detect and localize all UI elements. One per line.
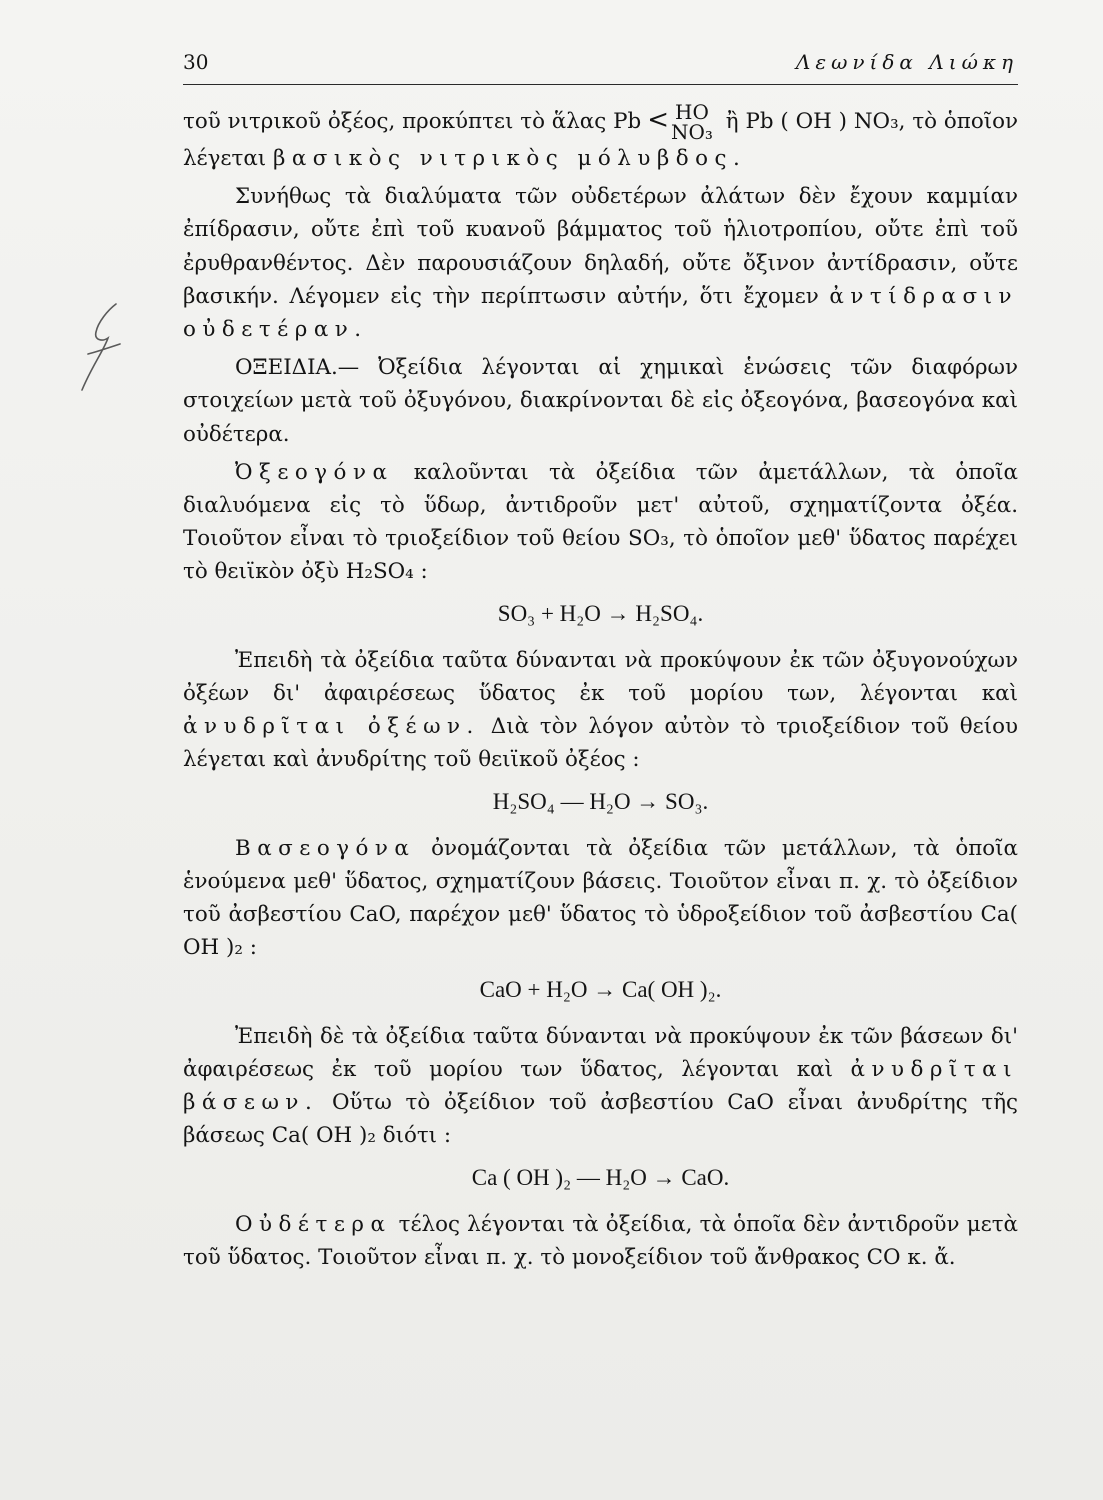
p1-text-a: τοῦ νιτρικοῦ ὀξέος, προκύπτει τὸ ἅλας Pb xyxy=(183,109,642,134)
equation-2: H₂SO₄ — H₂O → SO₃. xyxy=(492,788,709,814)
p6-spaced-term: Βασεογόνα xyxy=(235,835,416,861)
p5-spaced-term: ἀνυδρῖται ὀξέων. xyxy=(183,714,480,740)
paragraph-5 xyxy=(183,644,1018,777)
paragraph-4 xyxy=(183,456,1018,589)
p8-spaced-term: Οὐδέτερα xyxy=(235,1211,392,1237)
p2-spaced-term: ἀντίδρασιν οὐδετέραν. xyxy=(183,283,1018,343)
p7-spaced-term: ἀνυδρῖται βάσεων. xyxy=(183,1057,1018,1116)
p1-spaced-term: βασικὸς νιτρικὸς μόλυβδος. xyxy=(272,146,747,171)
p4-spaced-term: Ὀξεογόνα xyxy=(235,459,394,485)
less-than-sign: < xyxy=(647,105,669,135)
page-body xyxy=(183,102,1018,1279)
p5-text-b: Διὰ τὸν λόγον αὐτὸν τὸ τριοξείδιον τοῦ θείου λέγεται καὶ ἀνυδρίτης τοῦ θειϊκοῦ ὀξέος : xyxy=(183,714,1018,773)
equation-4: Ca ( OH )₂ — H₂O → CaO. xyxy=(471,1164,730,1190)
p6-text-a: ὀνομάζονται τὰ ὀξείδια τῶν μετάλλων, τὰ ὁποῖα ἑνούμενα μεθ' ὕδατος, σχηματίζουν βάσεις. Τοιοῦτον εἶναι π. χ. τὸ ὀξείδιον τοῦ ἀσβεστίου CaO, παρέχον μεθ' ὕδατος τὸ ὑδροξείδιον τοῦ ἀσβεστίου Ca( OH )₂ : xyxy=(183,835,1018,961)
p7-text-a: Ἐπειδὴ δὲ τὰ ὀξείδια ταῦτα δύνανται νὰ προκύψουν ἐκ τῶν βάσεων δι' ἀφαιρέσεως ἐκ τοῦ μορίου των ὕδατος, λέγονται καὶ xyxy=(183,1023,1018,1083)
page-header xyxy=(183,44,1018,85)
paragraph-8 xyxy=(183,1208,1018,1274)
paragraph-6 xyxy=(183,832,1018,965)
p1-text-b: ἢ Pb ( OH ) NO₃, τὸ ὁποῖον λέγεται xyxy=(183,109,1018,171)
pencil-margin-mark xyxy=(68,298,138,398)
formula-stack xyxy=(671,102,713,142)
paragraph-1 xyxy=(183,102,1018,175)
stack-top: HO xyxy=(675,100,709,124)
stack-bottom: NO₃ xyxy=(670,120,713,144)
p2-text-a: Συνήθως τὰ διαλύματα τῶν οὐδετέρων ἀλάτων δὲν ἔχουν καμμίαν ἐπίδρασιν, οὔτε ἐπὶ τοῦ κυανοῦ βάμματος τοῦ ἡλιοτροπίου, οὔτε ἐπὶ τοῦ ἐρυθρανθέντος. Δὲν παρουσιάζουν δηλαδή, οὔτε ὄξινον ἀντίδρασιν, οὔτε βασικήν. Λέγομεν εἰς τὴν περίπτωσιν αὐτήν, ὅτι ἔχομεν xyxy=(183,184,1018,309)
page-number: 30 xyxy=(183,50,209,74)
p3-text-a: ΟΞΕΙΔΙΑ.— Ὀξείδια λέγονται αἱ χημικαὶ ἑνώσεις τῶν διαφόρων στοιχείων μετὰ τοῦ ὀξυγόνου, διακρίνονται δὲ εἰς ὀξεογόνα, βασεογόνα καὶ οὐδέτερα. xyxy=(183,355,1018,447)
p5-text-a: Ἐπειδὴ τὰ ὀξείδια ταῦτα δύνανται νὰ προκύψουν ἐκ τῶν ὀξυγονούχων ὀξέων δι' ἀφαιρέσεως ὕδατος ἐκ τοῦ μορίου των, λέγονται καὶ xyxy=(183,647,1018,707)
paragraph-3 xyxy=(183,351,1018,451)
p7-text-b: Οὕτω τὸ ὀξείδιον τοῦ ἀσβεστίου CaO εἶναι ἀνυδρίτης τῆς βάσεως Ca( OH )₂ διότι : xyxy=(183,1090,1018,1149)
equation-1: SO₃ + H₂O → H₂SO₄. xyxy=(497,600,704,626)
running-title: Λεωνίδα Λιώκη xyxy=(795,50,1018,74)
paragraph-7 xyxy=(183,1020,1018,1153)
p4-text-a: καλοῦνται τὰ ὀξείδια τῶν ἀμετάλλων, τὰ ὁποῖα διαλυόμενα εἰς τὸ ὕδωρ, ἀντιδροῦν μετ' αὐτοῦ, σχηματίζοντα ὀξέα. Τοιοῦτον εἶναι τὸ τριοξείδιον τοῦ θείου SO₃, τὸ ὁποῖον μεθ' ὕδατος παρέχει τὸ θειϊκὸν ὀξὺ H₂SO₄ : xyxy=(183,459,1018,585)
p8-text-a: τέλος λέγονται τὰ ὀξείδια, τὰ ὁποῖα δὲν ἀντιδροῦν μετὰ τοῦ ὕδατος. Τοιοῦτον εἶναι π. χ. τὸ μονοξείδιον τοῦ ἄνθρακος CO κ. ἄ. xyxy=(183,1211,1018,1271)
paragraph-2 xyxy=(183,180,1018,346)
equation-3: CaO + H₂O → Ca( OH )₂. xyxy=(479,976,722,1002)
